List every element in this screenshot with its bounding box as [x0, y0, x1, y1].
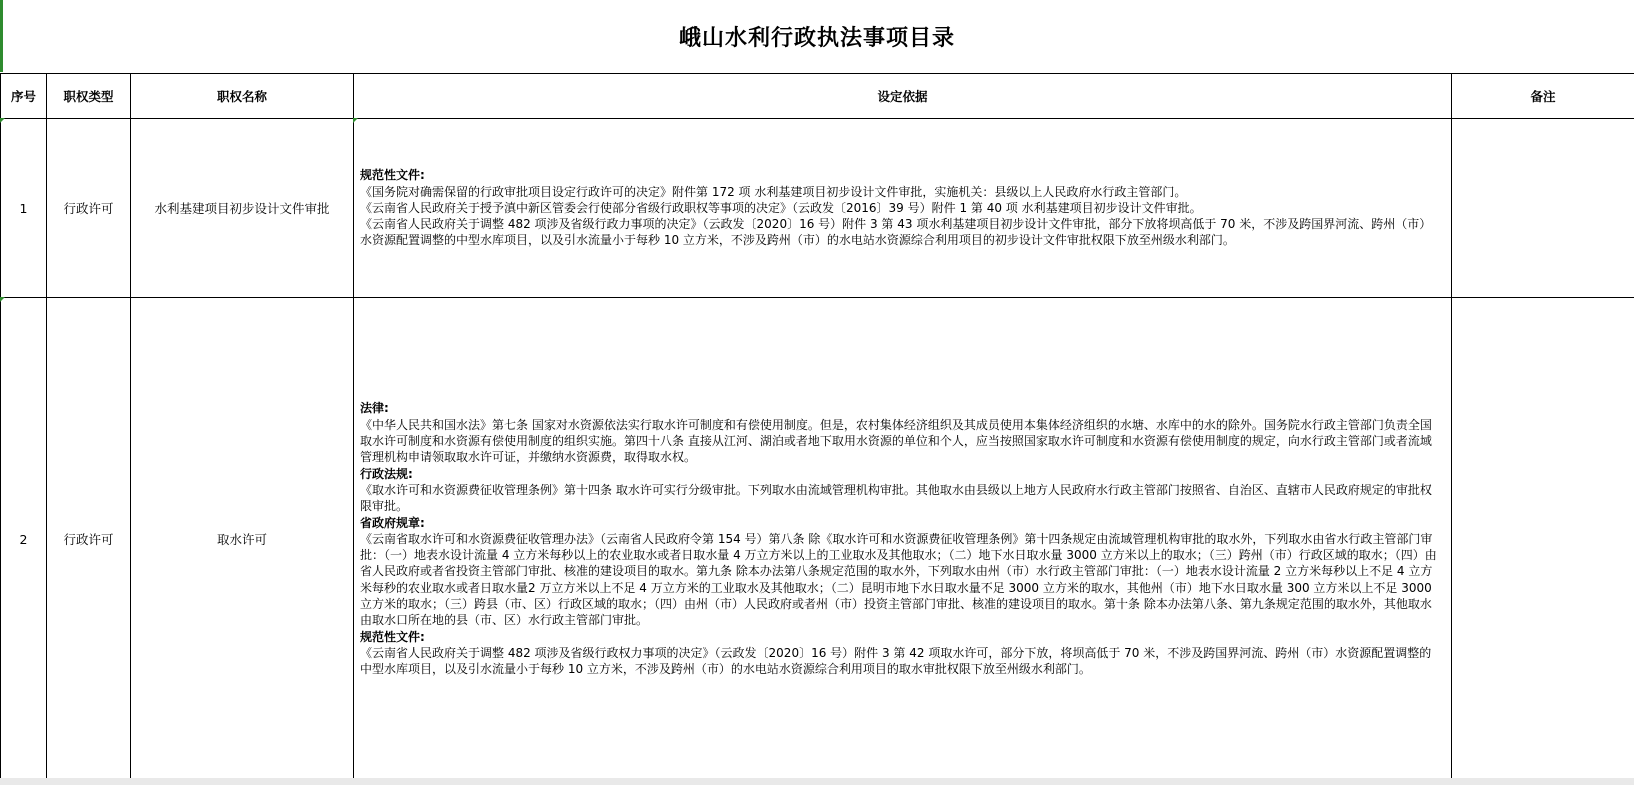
cell-basis[interactable]	[354, 119, 1452, 298]
header-name[interactable]: 职权名称	[131, 74, 354, 119]
page-title: 峨山水利行政执法事项目录	[678, 26, 955, 51]
header-seq[interactable]: 序号	[1, 74, 47, 119]
basis-text: 《取水许可和水资源费征收管理条例》第十四条 取水许可实行分级审批。下列取水由流域管理机构审批。其他取水由县级以上地方人民政府水行政主管部门按照省、自治区、直辖市人民政府规定的审批权限审批。	[360, 482, 1432, 514]
cell-name[interactable]: 水利基建项目初步设计文件审批	[131, 119, 354, 298]
basis-heading: 规范性文件:	[360, 168, 425, 183]
basis-text: 《中华人民共和国水法》第七条 国家对水资源依法实行取水许可制度和有偿使用制度。但是，农村集体经济组织及其成员使用本集体经济组织的水塘、水库中的水的除外。国务院水行政主管部门负责全国取水许可制度和水资源有偿使用制度的组织实施。第四十八条 直接从江河、湖泊或者地下取用水资源的单位和个人，应当按照国家取水许可制度和水资源有偿使用制度的规定，向水行政主管部门或者流域管理机构申请领取取水许可证，并缴纳水资源费，取得取水权。	[360, 417, 1432, 465]
header-basis[interactable]: 设定依据	[354, 74, 1452, 119]
cell-seq[interactable]: 1	[1, 119, 47, 298]
basis-heading: 规范性文件:	[360, 629, 425, 644]
cell-type[interactable]: 行政许可	[47, 298, 131, 781]
directory-table	[0, 73, 1634, 781]
header-type[interactable]: 职权类型	[47, 74, 131, 119]
title-cell[interactable]	[0, 0, 1634, 74]
basis-heading: 省政府规章:	[360, 515, 425, 530]
table-row	[1, 119, 1634, 298]
basis-text: 《云南省人民政府关于调整 482 项涉及省级行政力事项的决定》（云政发〔2020〕16 号）附件 3 第 43 项水利基建项目初步设计文件审批，部分下放将坝高低于 70 米，不涉及跨国界河流、跨州（市）水资源配置调整的中型水库项目，以及引水流量小于每秒 10 立方米，不涉及跨州（市）的水电站水资源综合利用项目的初步设计文件审批权限下放至州级水利部门。	[360, 217, 1432, 248]
basis-text: 《国务院对确需保留的行政审批项目设定行政许可的决定》附件第 172 项 水利基建项目初步设计文件审批，实施机关：县级以上人民政府水行政主管部门。	[360, 184, 1187, 199]
header-remark[interactable]: 备注	[1452, 74, 1634, 119]
basis-heading: 行政法规:	[360, 466, 413, 481]
basis-text: 《云南省取水许可和水资源费征收管理办法》（云南省人民政府令第 154 号）第八条 除《取水许可和水资源费征收管理条例》第十四条规定由流域管理机构审批的取水外，下列取水由省水行政主管部门审批：（一）地表水设计流量 4 立方米每秒以上的农业取水或者日取水量 4 万立方米以上的工业取水及其他取水；（二）地下水日取水量 3000 立方米以上的取水；（三）跨州（市）行政区域的取水；（四）由省人民政府或者省投资主管部门审批、核准的建设项目的取水。第九条 除本办法第八条规定范围的取水外，下列取水由州（市）水行政主管部门审批：（一）地表水设计流量 2 立方米每秒以上不足 4 立方米每秒的农业取水或者日取水量2 万立方米以上不足 4 万立方米的工业取水及其他取水；（二）昆明市地下水日取水量不足 3000 立方米的取水，其他州（市）地下水日取水量 300 立方米以上不足 3000 立方米的取水；（三）跨县（市、区）行政区域的取水；（四）由州（市）人民政府或者州（市）投资主管部门审批、核准的建设项目的取水。第十条 除本办法第八条、第九条规定范围的取水外，其他取水由取水口所在地的县（市、区）水行政主管部门审批。	[360, 531, 1437, 628]
cell-basis[interactable]	[354, 298, 1452, 781]
cell-remark[interactable]	[1452, 119, 1634, 298]
cell-remark[interactable]	[1452, 298, 1634, 781]
cell-type[interactable]: 行政许可	[47, 119, 131, 298]
header-row	[1, 74, 1634, 119]
table-row	[1, 298, 1634, 781]
cell-seq[interactable]: 2	[1, 298, 47, 781]
basis-text: 《云南省人民政府关于授予滇中新区管委会行使部分省级行政职权等事项的决定》（云政发〔2016〕39 号）附件 1 第 40 项 水利基建项目初步设计文件审批。	[360, 200, 1202, 215]
basis-text: 《云南省人民政府关于调整 482 项涉及省级行政权力事项的决定》（云政发〔2020〕16 号）附件 3 第 42 项取水许可，部分下放，将坝高低于 70 米，不涉及跨国界河流、跨州（市）水资源配置调整的中型水库项目，以及引水流量小于每秒 10 立方米，不涉及跨州（市）的水电站水资源综合利用项目的取水审批权限下放至州级水利部门。	[360, 645, 1432, 677]
basis-heading: 法律:	[360, 401, 389, 416]
horizontal-scrollbar[interactable]	[0, 778, 1634, 785]
cell-name[interactable]: 取水许可	[131, 298, 354, 781]
